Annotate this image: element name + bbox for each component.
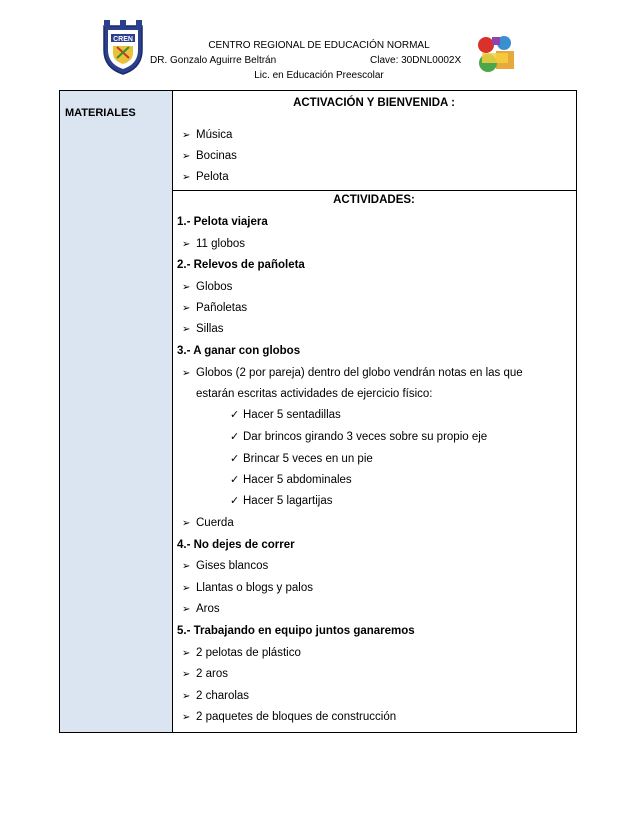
arrow-bullet-icon: ➢	[182, 583, 191, 594]
arrow-bullet-icon: ➢	[182, 130, 191, 141]
list-item: ➢ Gises blancos	[182, 560, 269, 572]
institution-name: CENTRO REGIONAL DE EDUCACIÓN NORMAL	[208, 40, 430, 51]
activities-title: ACTIVIDADES:	[333, 194, 415, 206]
activity-title: 1.- Pelota viajera	[177, 216, 268, 228]
activity-title: 4.- No dejes de correr	[177, 539, 295, 551]
check-item: ✓ Hacer 5 sentadillas	[230, 409, 341, 421]
arrow-bullet-icon: ➢	[182, 604, 191, 615]
director-name: DR. Gonzalo Aguirre Beltrán	[150, 55, 277, 66]
materials-label: MATERIALES	[65, 107, 136, 119]
arrow-bullet-icon: ➢	[182, 561, 191, 572]
arrow-bullet-icon: ➢	[182, 282, 191, 293]
list-item: ➢ Sillas	[182, 323, 224, 335]
list-item: ➢ 11 globos	[182, 238, 246, 250]
arrow-bullet-icon: ➢	[182, 368, 191, 379]
list-item: ➢ 2 aros	[182, 668, 228, 680]
list-item: ➢ Aros	[182, 603, 220, 615]
row-divider	[173, 190, 576, 191]
document-header	[0, 0, 638, 95]
list-item: ➢ Bocinas	[182, 150, 237, 162]
arrow-bullet-icon: ➢	[182, 303, 191, 314]
school-code: Clave: 30DNL0002X	[370, 55, 462, 66]
list-item: ➢ Pañoletas	[182, 302, 248, 314]
activity-title: 5.- Trabajando en equipo juntos ganaremos	[177, 625, 415, 637]
arrow-bullet-icon: ➢	[182, 691, 191, 702]
list-item: ➢ 2 paquetes de bloques de construcción	[182, 711, 397, 723]
preescolar-logo	[474, 33, 518, 77]
checkmark-icon: ✓	[230, 453, 240, 465]
check-item: ✓ Brincar 5 veces en un pie	[230, 453, 373, 465]
list-item: ➢ Globos	[182, 281, 233, 293]
list-item: ➢ Pelota	[182, 171, 229, 183]
arrow-bullet-icon: ➢	[182, 239, 191, 250]
arrow-bullet-icon: ➢	[182, 172, 191, 183]
checkmark-icon: ✓	[230, 474, 240, 486]
checkmark-icon: ✓	[230, 495, 240, 507]
logo-text: CREN	[113, 36, 133, 43]
activity-title: 2.- Relevos de pañoleta	[177, 259, 305, 271]
activation-title: ACTIVACIÓN Y BIENVENIDA :	[293, 97, 455, 109]
list-item-continuation: estarán escritas actividades de ejercicio físico:	[196, 388, 433, 400]
check-item: ✓ Hacer 5 abdominales	[230, 474, 352, 486]
arrow-bullet-icon: ➢	[182, 648, 191, 659]
check-item: ✓ Dar brincos girando 3 veces sobre su propio eje	[230, 431, 488, 443]
list-item: ➢ 2 pelotas de plástico	[182, 647, 301, 659]
list-item: ➢ Música	[182, 129, 233, 141]
list-item: ➢ Cuerda	[182, 517, 234, 529]
activity-title: 3.- A ganar con globos	[177, 345, 301, 357]
program-name: Lic. en Educación Preescolar	[254, 70, 384, 81]
list-item: ➢ Llantas o blogs y palos	[182, 582, 313, 594]
list-item: ➢ Globos (2 por pareja) dentro del globo vendrán notas en las que	[182, 367, 523, 379]
materials-label-column	[60, 91, 173, 732]
arrow-bullet-icon: ➢	[182, 712, 191, 723]
checkmark-icon: ✓	[230, 431, 240, 443]
arrow-bullet-icon: ➢	[182, 324, 191, 335]
arrow-bullet-icon: ➢	[182, 518, 191, 529]
checkmark-icon: ✓	[230, 409, 240, 421]
list-item: ➢ 2 charolas	[182, 690, 250, 702]
check-item: ✓ Hacer 5 lagartijas	[230, 495, 333, 507]
arrow-bullet-icon: ➢	[182, 669, 191, 680]
arrow-bullet-icon: ➢	[182, 151, 191, 162]
